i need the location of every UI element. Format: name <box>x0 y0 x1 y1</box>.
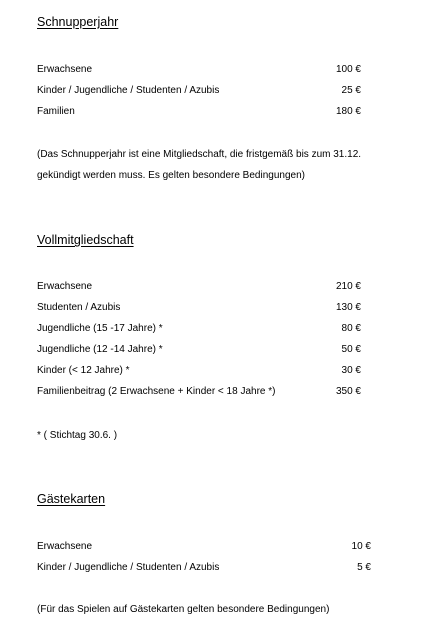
row-price: 25 € <box>341 85 361 96</box>
row-label: Erwachsene <box>37 541 93 552</box>
row-label: Familienbeitrag (2 Erwachsene + Kinder < 18 Jahre *) <box>37 386 276 397</box>
row-label: Jugendliche (12 -14 Jahre) * <box>37 344 163 355</box>
row-label: Erwachsene <box>37 64 93 75</box>
row-label: Studenten / Azubis <box>37 302 121 313</box>
row-label: Jugendliche (15 -17 Jahre) * <box>37 323 163 334</box>
row-price: 180 € <box>335 106 361 117</box>
row-price: 30 € <box>341 365 361 376</box>
row-label: Erwachsene <box>37 281 93 292</box>
row-label: Familien <box>37 106 75 117</box>
row-price: 50 € <box>341 344 361 355</box>
section-note-line: * ( Stichtag 30.6. ) <box>37 430 118 441</box>
row-price: 5 € <box>357 562 371 573</box>
row-label: Kinder / Jugendliche / Studenten / Azubis <box>37 85 220 96</box>
section-title-schnupperjahr: Schnupperjahr <box>37 15 119 29</box>
row-price: 100 € <box>335 64 361 75</box>
row-price: 130 € <box>335 302 361 313</box>
section-note-line: (Für das Spielen auf Gästekarten gelten besondere Bedingungen) <box>37 604 330 615</box>
section-title-vollmitgliedschaft: Vollmitgliedschaft <box>37 233 134 247</box>
row-label: Kinder / Jugendliche / Studenten / Azubis <box>37 562 220 573</box>
section-note-line: (Das Schnupperjahr ist eine Mitgliedschaft, die fristgemäß bis zum 31.12. <box>37 149 362 160</box>
section-note-line: gekündigt werden muss. Es gelten besondere Bedingungen) <box>37 170 305 181</box>
row-price: 210 € <box>335 281 361 292</box>
row-price: 10 € <box>351 541 371 552</box>
section-title-gaestekarten: Gästekarten <box>37 492 106 506</box>
row-price: 80 € <box>341 323 361 334</box>
row-price: 350 € <box>335 386 361 397</box>
row-label: Kinder (< 12 Jahre) * <box>37 365 130 376</box>
